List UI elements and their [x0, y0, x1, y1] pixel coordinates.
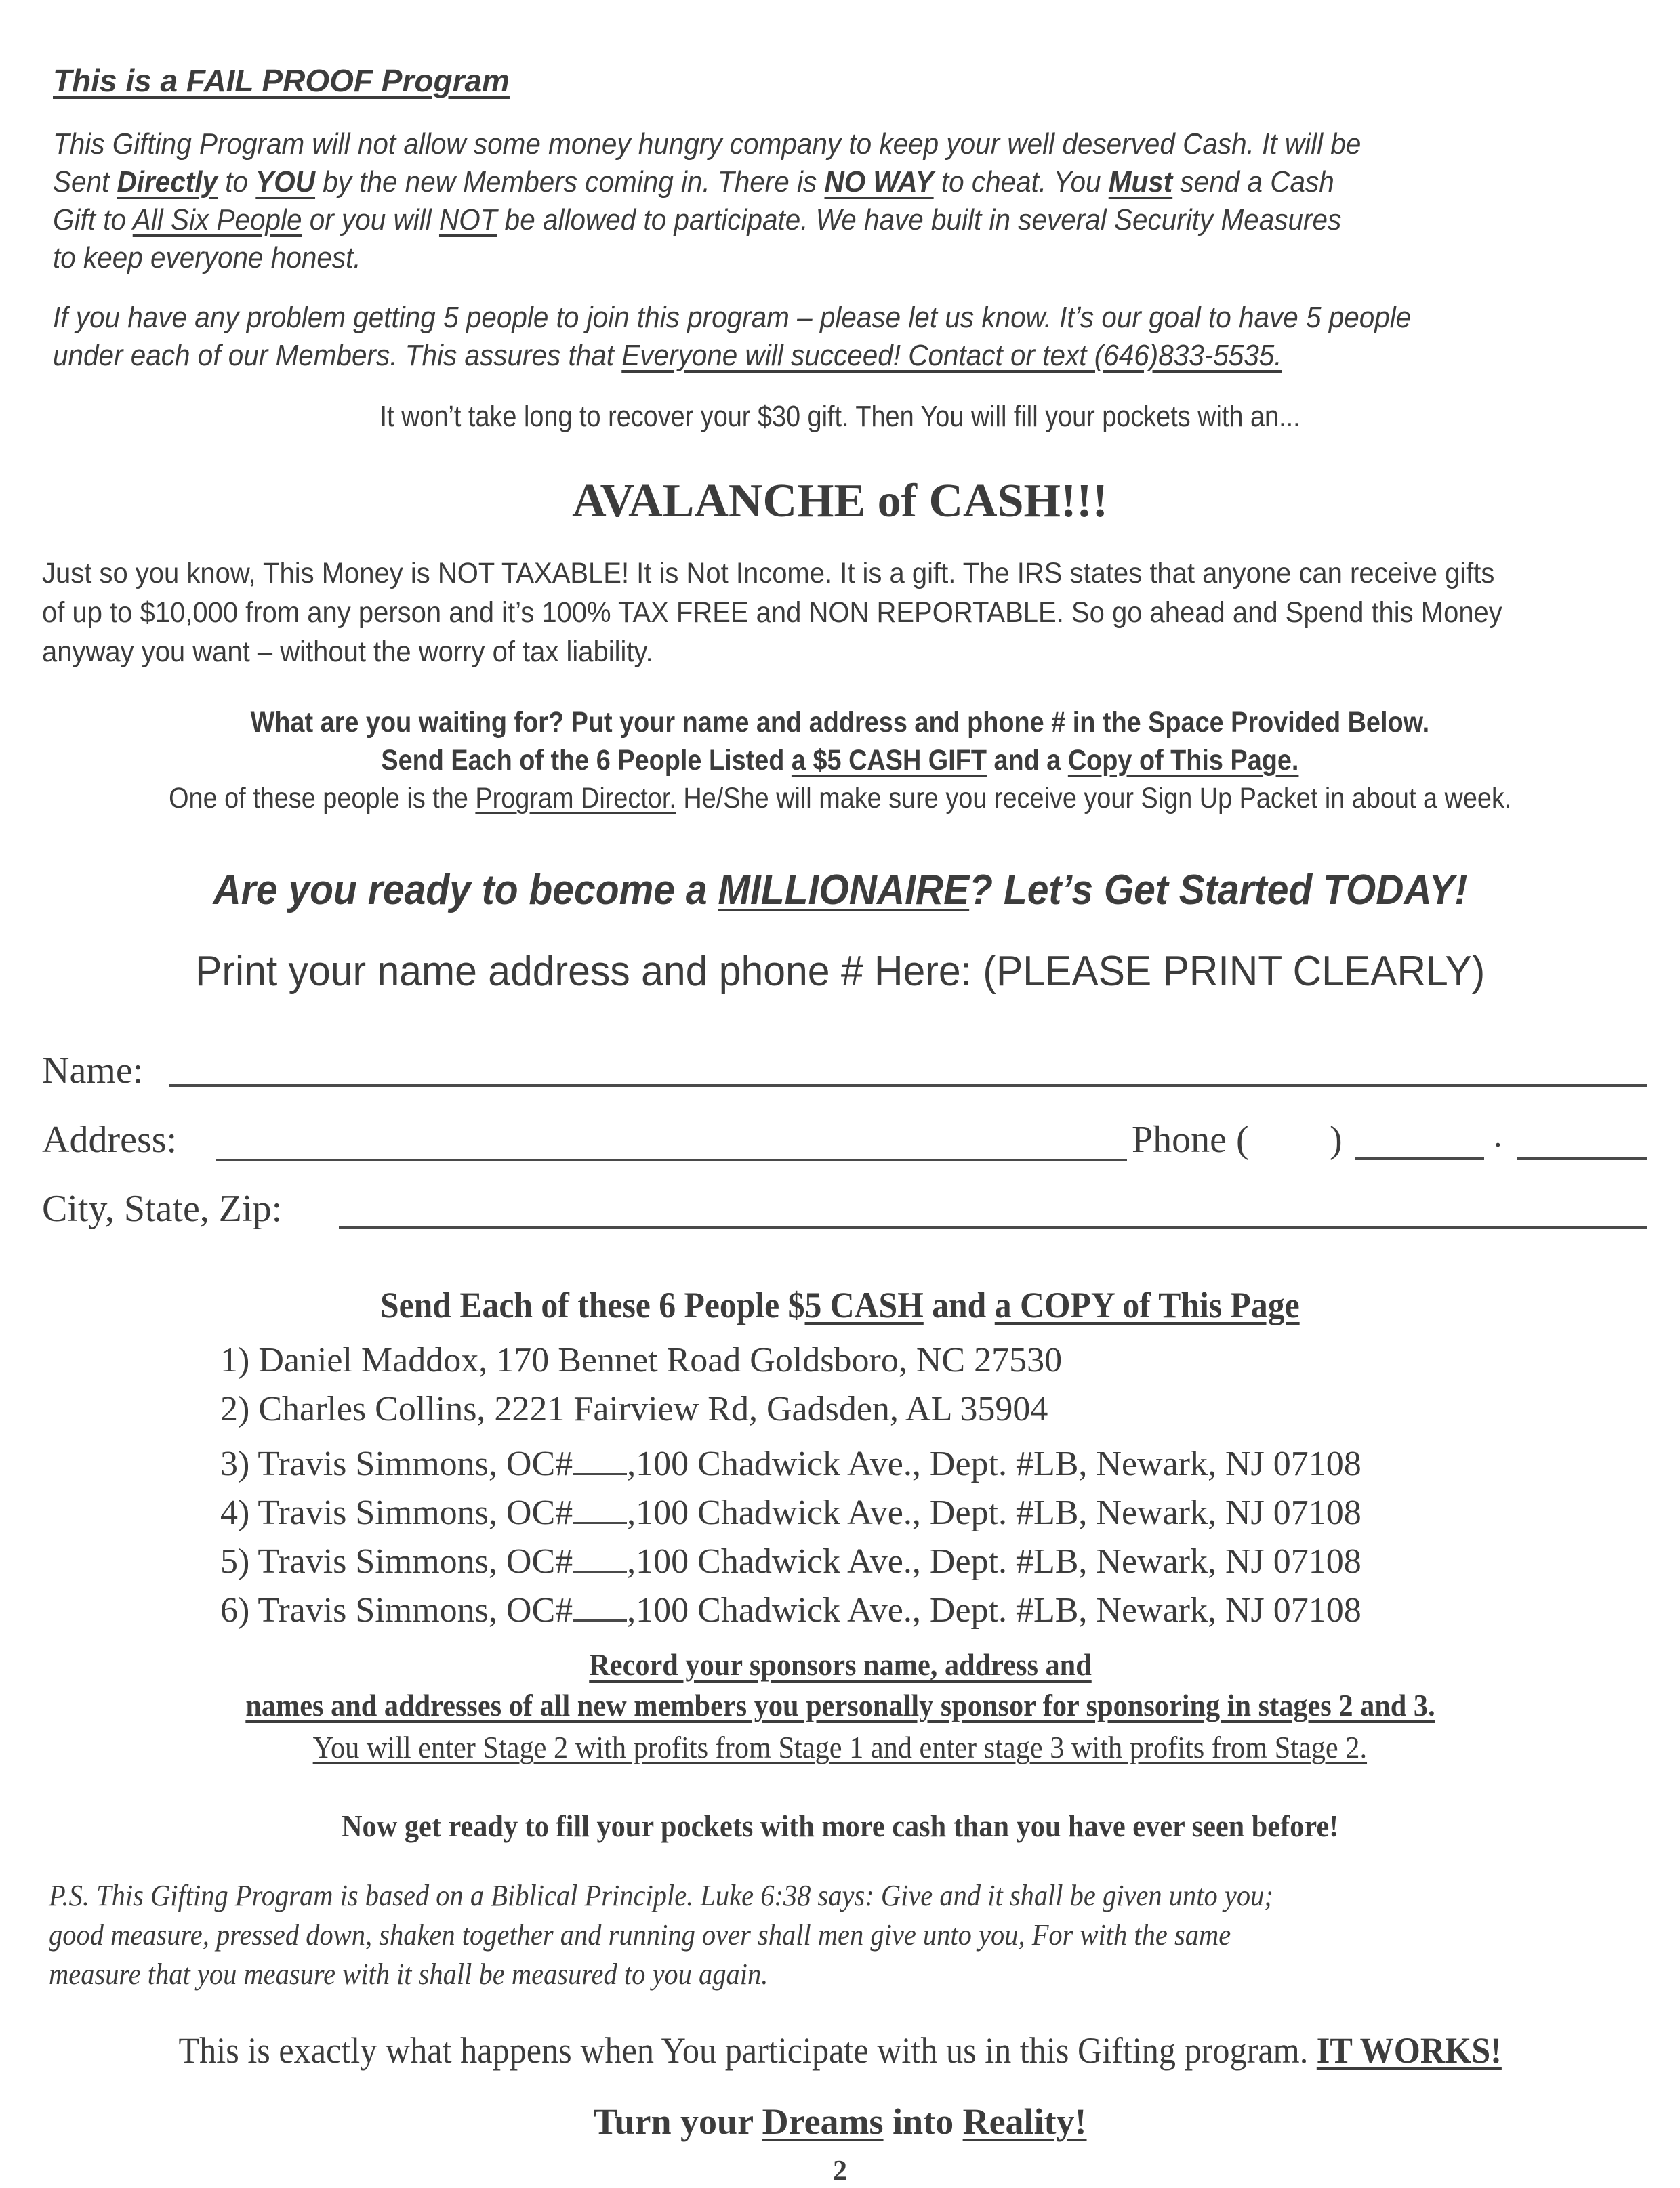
contact-phone: Everyone will succeed! Contact or text (646)833-5535. — [621, 339, 1282, 372]
tax-line-3: anyway you want – without the worry of tax liability. — [42, 636, 653, 668]
person-details: Travis Simmons, OC# — [258, 1445, 573, 1483]
phone-label: Phone ( — [1132, 1119, 1249, 1161]
text: Now get ready to fill your pockets with more cash than you have ever seen before! — [341, 1809, 1339, 1843]
record-line-1 — [0, 1647, 1680, 1683]
emphasis-cash-gift: a $5 CASH GIFT — [792, 744, 987, 777]
emphasis-all-six-people: All Six People — [132, 203, 302, 236]
text: This is exactly what happens when You participate with us in this Gifting program. — [178, 2030, 1317, 2071]
text: under each of our Members. This assures that — [53, 339, 622, 372]
oc-number-blank — [573, 1487, 627, 1524]
waiting-line-3 — [0, 782, 1680, 815]
text — [213, 866, 1467, 914]
emphasis-copy-page: Copy of This Page. — [1067, 744, 1299, 777]
text: Print your name address and phone # Here: (PLEASE PRINT CLEARLY) — [194, 948, 1486, 995]
it-works-line — [0, 2029, 1680, 2071]
oc-number-blank — [573, 1438, 627, 1475]
person-number: 1) — [220, 1341, 250, 1380]
text: good measure, pressed down, shaken together and running over shall men give unto you, For with the same — [49, 1918, 1231, 1952]
text: It won’t take long to recover your $30 gift. Then You will fill your pockets with an... — [380, 400, 1300, 433]
person-address: ,100 Chadwick Ave., Dept. #LB, Newark, NJ 07108 — [627, 1445, 1361, 1483]
person-details: Charles Collins, 2221 Fairview Rd, Gadsden, AL 35904 — [258, 1390, 1048, 1428]
text: One of these people is the — [168, 782, 476, 814]
intro-line-2 — [53, 165, 1334, 199]
text: send a Cash — [1172, 165, 1334, 199]
intro-line-3 — [53, 203, 1341, 237]
ps-line-3 — [49, 1957, 831, 1991]
tax-line-2: of up to $10,000 from any person and it’s 100% TAX FREE and NON REPORTABLE. So go ahead and Spend this Money — [42, 596, 1502, 629]
emphasis-no-way: NO WAY — [824, 165, 934, 199]
name-label: Name: — [42, 1050, 144, 1092]
text — [381, 744, 1298, 777]
person-number: 3) — [220, 1445, 250, 1483]
text: Record your sponsors name, address and — [588, 1647, 1092, 1682]
text: to cheat. You — [933, 165, 1109, 199]
address-field[interactable] — [216, 1159, 1127, 1161]
problem-line-1: If you have any problem getting 5 people to join this program – please let us know. It’s our goal to have 5 people — [53, 301, 1412, 334]
person-details: Travis Simmons, OC# — [258, 1493, 573, 1532]
text: Send Each of these 6 People $ — [380, 1285, 805, 1325]
person-list-item — [220, 1340, 1062, 1380]
person-details: Travis Simmons, OC# — [258, 1542, 573, 1581]
avalanche-title: AVALANCHE of CASH!!! — [572, 475, 1108, 527]
oc-number-blank — [573, 1584, 627, 1622]
person-list-item — [220, 1535, 1361, 1582]
person-number: 4) — [220, 1493, 250, 1532]
text: and a — [987, 744, 1068, 777]
page-heading: This is a FAIL PROOF Program — [53, 63, 510, 98]
print-instruction — [0, 947, 1680, 995]
emphasis-program-director: Program Director. — [475, 782, 676, 814]
address-label: Address: — [42, 1119, 178, 1161]
text — [169, 782, 1511, 815]
text: be allowed to participate. We have built in several Security Measures — [497, 203, 1342, 236]
city-state-zip-label: City, State, Zip: — [42, 1188, 283, 1230]
person-list-item — [220, 1438, 1361, 1484]
tax-line-1: Just so you know, This Money is NOT TAXABLE! It is Not Income. It is a gift. The IRS states that anyone can receive gifts — [42, 557, 1495, 590]
intro-line-4: to keep everyone honest. — [53, 241, 361, 274]
text: and — [923, 1285, 995, 1325]
emphasis-directly: Directly — [117, 165, 218, 199]
person-list-item — [220, 1389, 1048, 1429]
text: Gift to — [53, 203, 133, 236]
record-line-2 — [0, 1687, 1680, 1723]
page-number: 2 — [833, 2155, 847, 2187]
ps-line-1 — [49, 1878, 1380, 1913]
person-list-item — [220, 1487, 1361, 1533]
millionaire-headline — [0, 866, 1680, 914]
intro-line-1: This Gifting Program will not allow some money hungry company to keep your well deserved Cash. It will be — [53, 127, 1361, 161]
emphasis-copy-of-page: a COPY of This Page — [994, 1285, 1300, 1325]
person-address: ,100 Chadwick Ave., Dept. #LB, Newark, NJ 07108 — [627, 1542, 1361, 1581]
dreams-line — [0, 2101, 1680, 2143]
emphasis-must: Must — [1108, 165, 1173, 199]
text: measure that you measure with it shall be measured to you again. — [49, 1958, 769, 1991]
emphasis-reality: Reality! — [962, 2101, 1087, 2142]
emphasis-millionaire: MILLIONAIRE — [717, 867, 969, 913]
text: into — [883, 2101, 963, 2142]
text: P.S. This Gifting Program is based on a Biblical Principle. Luke 6:38 says: Give and it shall be given unto you; — [49, 1879, 1273, 1912]
emphasis-5-cash: 5 CASH — [804, 1285, 924, 1325]
text: ? Let’s Get Started TODAY! — [968, 867, 1468, 913]
record-line-3 — [0, 1729, 1680, 1765]
text: What are you waiting for? Put your name and address and phone # in the Space Provided Below. — [250, 706, 1430, 739]
phone-separator: · — [1492, 1126, 1504, 1163]
text: to — [218, 165, 256, 199]
problem-line-2 — [53, 339, 1282, 373]
person-details: Daniel Maddox, 170 Bennet Road Goldsboro, NC 27530 — [258, 1341, 1063, 1380]
waiting-line-1 — [0, 706, 1680, 739]
person-list-item — [220, 1584, 1361, 1630]
phone-prefix-field[interactable] — [1355, 1157, 1484, 1160]
emphasis-you: YOU — [255, 165, 316, 199]
name-field[interactable] — [169, 1084, 1647, 1087]
person-details: Travis Simmons, OC# — [258, 1591, 573, 1630]
text: Turn your — [593, 2101, 762, 2142]
text — [178, 2029, 1501, 2071]
text — [380, 1284, 1300, 1326]
city-state-zip-field[interactable] — [339, 1226, 1647, 1229]
text: Send Each of the 6 People Listed — [381, 744, 792, 777]
person-address: ,100 Chadwick Ave., Dept. #LB, Newark, NJ 07108 — [627, 1591, 1361, 1630]
person-number: 5) — [220, 1542, 250, 1581]
ps-line-2 — [49, 1918, 1334, 1952]
send-header — [0, 1284, 1680, 1326]
text: Sent — [53, 165, 117, 199]
now-ready-line — [0, 1808, 1680, 1844]
text: He/She will make sure you receive your Sign Up Packet in about a week. — [676, 782, 1512, 814]
text: or you will — [302, 203, 439, 236]
recover-line — [0, 400, 1680, 434]
emphasis-dreams: Dreams — [762, 2101, 884, 2142]
oc-number-blank — [573, 1535, 627, 1573]
person-number: 2) — [220, 1390, 250, 1428]
person-number: 6) — [220, 1591, 250, 1630]
person-address: ,100 Chadwick Ave., Dept. #LB, Newark, NJ 07108 — [627, 1493, 1361, 1532]
waiting-line-2 — [0, 744, 1680, 777]
text: Are you ready to become a — [212, 867, 718, 913]
emphasis-it-works: IT WORKS! — [1316, 2030, 1502, 2071]
text: by the new Members coming in. There is — [315, 165, 825, 199]
emphasis-not: NOT — [438, 203, 497, 236]
phone-line-field[interactable] — [1517, 1157, 1647, 1160]
text: names and addresses of all new members you personally sponsor for sponsoring in stages 2 and 3. — [245, 1688, 1435, 1722]
phone-paren-close: ) — [1330, 1119, 1343, 1161]
text: You will enter Stage 2 with profits from Stage 1 and enter stage 3 with profits from Stage 2. — [312, 1730, 1368, 1764]
